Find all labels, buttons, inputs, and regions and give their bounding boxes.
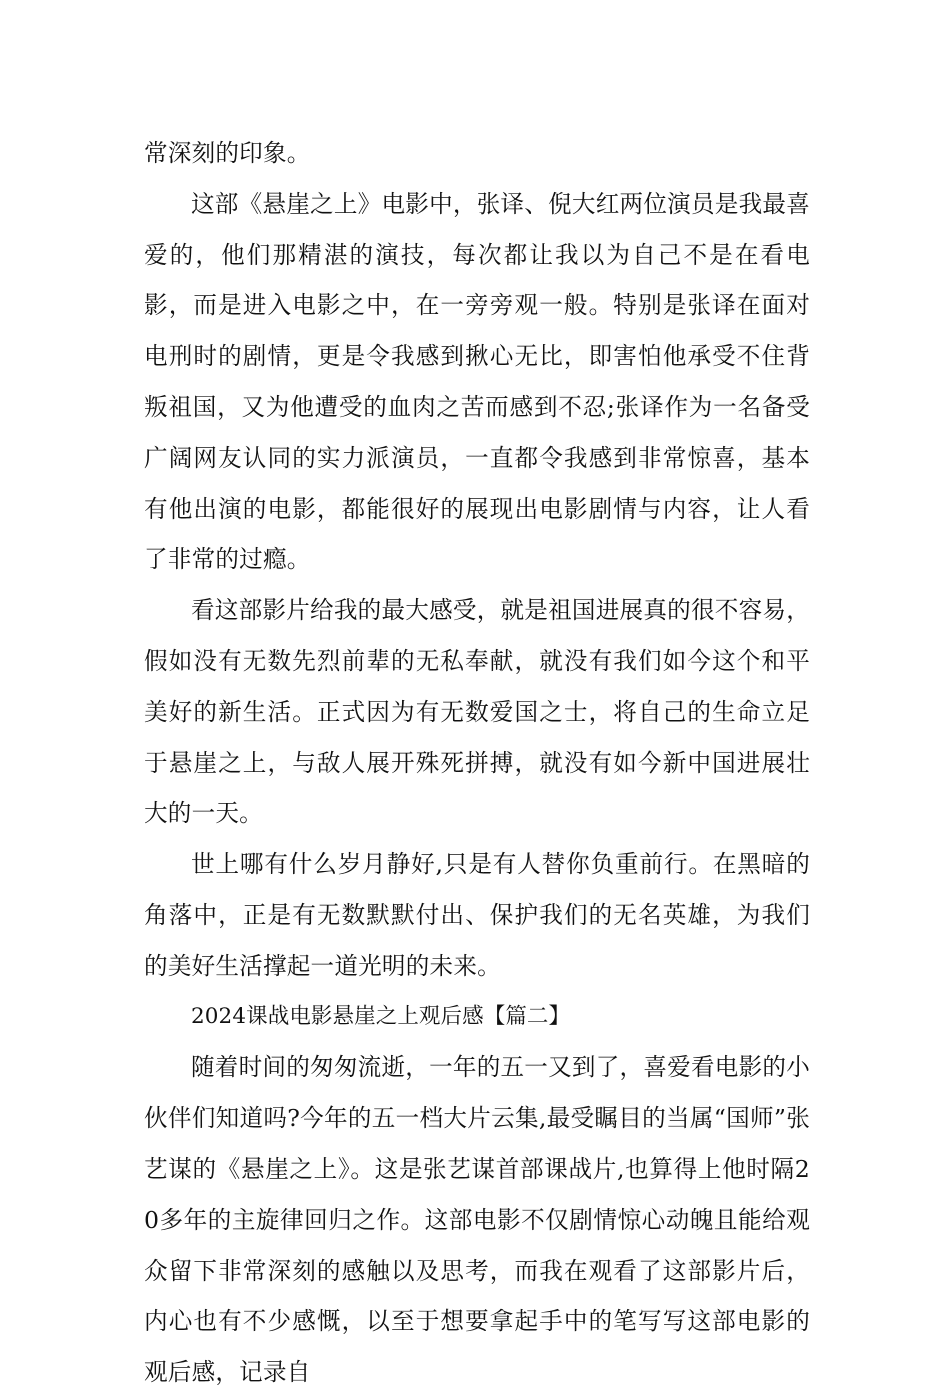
section-heading: 2024课战电影悬崖之上观后感【篇二】	[191, 1003, 571, 1029]
paragraph-part-two-intro: 随着时间的匆匆流逝，一年的五一又到了，喜爱看电影的小伙伴们知道吗?今年的五一档大片云集,最受瞩目的当属“国师”张艺谋的《悬崖之上》。这是张艺谋首部课战片,也算得上他时隔20多年的主旋律回归之作。这部电影不仅剧情惊心动魄且能给观众留下非常深刻的感触以及思考，而我在观看了这部影片后，内心也有不少感慨，以至于想要拿起手中的笔写写这部电影的观后感，记录自	[144, 1053, 810, 1387]
paragraph-feeling: 看这部影片给我的最大感受，就是祖国进展真的很不容易，假如没有无数先烈前辈的无私奉献，就没有我们如今这个和平美好的新生活。正式因为有无数爱国之士，将自己的生命立足于悬崖之上，与敌人展开殊死拼搏，就没有如今新中国进展壮大的一天。	[144, 596, 810, 828]
paragraph-heroes: 世上哪有什么岁月静好,只是有人替你负重前行。在黑暗的角落中，正是有无数默默付出、保护我们的无名英雄，为我们的美好生活撑起一道光明的未来。	[144, 850, 810, 980]
document-body	[144, 128, 810, 1398]
paragraph-continuation: 常深刻的印象。	[144, 139, 311, 167]
paragraph-actors: 这部《悬崖之上》电影中，张译、倪大红两位演员是我最喜爱的，他们那精湛的演技，每次都让我以为自己不是在看电影，而是进入电影之中，在一旁旁观一般。特别是张译在面对电刑时的剧情，更是令我感到揪心无比，即害怕他承受不住背叛祖国，又为他遭受的血肉之苦而感到不忍;张译作为一名备受广阔网友认同的实力派演员，一直都令我感到非常惊喜，基本有他出演的电影，都能很好的展现出电影剧情与内容，让人看了非常的过瘾。	[144, 189, 810, 574]
